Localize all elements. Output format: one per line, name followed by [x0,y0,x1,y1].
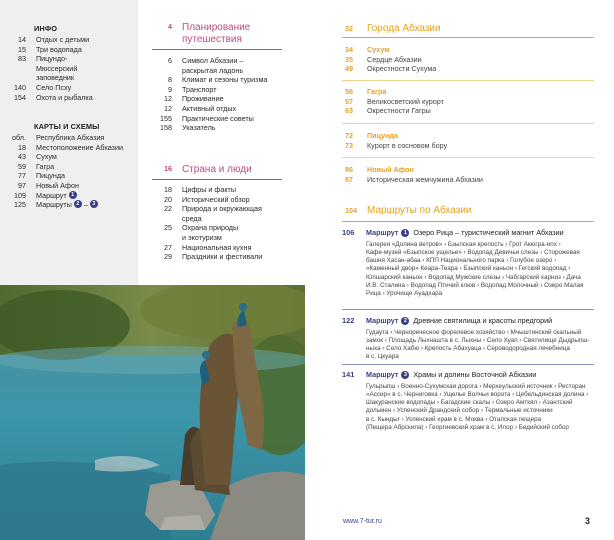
item-text: Село Псху [36,82,72,92]
divider [342,309,594,310]
section-title: Маршруты по Абхазии [367,205,472,216]
page-number: 57 [345,96,353,106]
item-text: Охрана природы [182,223,239,233]
list-item[interactable] [152,94,282,104]
route-description [366,383,594,433]
route-entry [342,370,594,432]
route-entry [342,228,594,299]
section-page: 4 [168,22,172,31]
page-number: 77 [18,171,26,181]
item-text: Транспорт [182,84,217,94]
item-text: Историческая жемчужина Абхазии [367,174,483,184]
item-text: Маршруты [36,200,72,210]
divider [342,123,594,124]
item-text: Цифры и факты [182,185,237,194]
section-header[interactable] [342,24,594,34]
route-badge: 1 [69,191,77,199]
page-number: 140 [14,82,26,92]
desc-line: Гудаута › Черноречесное форелевое хозяйство › Мчыштинский скальный [366,328,582,336]
item-text: Пицунда [36,171,66,181]
page-number: 109 [14,190,26,200]
page-number: 29 [164,252,172,262]
page-number: 18 [18,142,26,152]
list-item[interactable] [4,200,138,210]
page-number: 122 [342,316,355,325]
item-text: Символ Абхазии – [182,56,244,65]
list-item[interactable] [152,85,282,95]
route-label: Маршрут [366,316,399,325]
section-page: 32 [345,24,353,33]
page-number: 25 [164,223,172,233]
list-item[interactable] [342,97,594,107]
item-text: и экотуризм [182,232,222,242]
list-item[interactable] [342,64,594,74]
item-text: Окрестности Гагры [367,106,431,116]
list-item[interactable] [152,195,282,205]
route-title: Древние святилища и красоты предгорий [413,316,553,325]
divider [342,221,594,222]
section-title: Страна и люди [182,164,252,175]
city-header[interactable] [342,45,594,55]
cities-list [342,87,594,116]
cities-list [342,131,594,150]
info-heading: ИНФО [34,24,58,33]
list-item[interactable] [4,191,138,201]
page-number: 56 [345,87,353,96]
item-text: Охота и рыбалка [36,92,93,102]
divider [342,157,594,158]
page-number: 18 [164,185,172,194]
desc-line: ныха › Село Хабю › Крепость Абахуаца › Сероводородная лечебница [366,345,570,353]
route-header[interactable] [342,316,594,326]
city-name: Гагра [367,87,387,96]
page-number: 97 [18,180,26,190]
route-badge: 2 [401,317,409,325]
page-number: обл. [12,133,26,142]
divider [342,364,594,365]
route-title: Храмы и долины Восточной Абхазии [413,370,537,379]
divider [342,37,594,38]
list-item[interactable] [152,123,282,133]
item-text: Национальная кухня [182,242,252,252]
page-number: 83 [18,54,26,64]
item-text: Маршрут [36,190,67,200]
desc-line: в с. Цкуара [366,353,399,361]
item-text: Активный отдых [182,103,237,113]
city-name: Сухум [367,45,390,54]
desc-line: Гульрыпш › Военно-Сухумская дорога › Мерхеульский источник › Ресторан [366,382,586,390]
page-number: 8 [168,75,172,85]
list-item[interactable] [4,83,138,93]
page-number: 22 [164,204,172,214]
desc-line: И.В. Сталина › Водопад Птичий клюв › Водопад Молочный › Озеро Малая [366,282,584,290]
footer-url[interactable]: www.7-tur.ru [343,518,382,525]
list-item[interactable] [4,54,138,83]
route-label: Маршрут [366,370,399,379]
range-dash: – [83,200,88,210]
page-number [152,233,172,243]
page-number: 141 [342,370,355,379]
desc-line: башня Хасан-абаа › КПП Национального парка › Голубое озеро › [366,257,557,265]
desc-line: Юпшарский каньон › Водопад Мужские слезы › Чабгарский карниз › Дача [366,273,581,281]
desc-line: Галерея «Долина ветров» › Бзыпская крепость › Грот Акюгра-ипх › [366,240,561,248]
page-number: 59 [18,161,26,171]
cities-list [342,165,594,184]
list-item[interactable] [152,66,282,76]
section-title: Города Абхазии [367,23,441,34]
page-number: 154 [14,92,26,102]
item-text: Курорт в сосновом бору [367,140,448,150]
route-header[interactable] [342,228,594,238]
maps-list [4,133,138,210]
item-text: Новый Афон [36,180,79,190]
item-text: раскрытая ладонь [182,65,244,75]
list-item[interactable] [152,233,282,243]
item-text: Три водопада [36,44,82,54]
list-item[interactable] [152,104,282,114]
page-number: 155 [160,113,172,123]
item-text: Великосветский курорт [367,96,444,106]
desc-line: Шакуранские водопады › Багадские скалы › Озеро Амткял › Азантский [366,399,573,407]
desc-line: дольмен › Успенский Драндский собор › Термальные источники [366,407,553,415]
page-number: 34 [345,45,353,54]
city-name: Новый Афон [367,165,414,174]
info-list [4,35,138,102]
list-item[interactable] [342,175,594,185]
route-label: Маршрут [366,228,399,237]
page-number [152,214,172,224]
country-list [152,185,282,262]
page-number: 106 [342,228,355,237]
desc-line: Рица › Урочище Ауадхара [366,290,443,298]
list-item[interactable] [152,214,282,224]
list-item[interactable] [4,152,138,162]
section-header[interactable] [342,206,594,216]
item-text: Природа и окружающая [182,204,262,214]
item-text: Сердце Абхазии [367,54,422,64]
route-description [366,329,594,362]
planning-section [152,22,282,45]
item-text: среда [182,213,202,223]
list-item[interactable] [152,243,282,253]
route-entry [342,316,594,362]
cities-section [342,24,594,34]
desc-line: «Каменный двор» Кеара-Теара › Бзыпский каньон › Гегский водопад › [366,265,571,273]
section-title [182,22,250,45]
page-number: 15 [18,44,26,54]
list-item[interactable] [4,45,138,55]
section-page: 104 [345,206,357,215]
country-section [152,164,282,176]
list-item[interactable] [4,181,138,191]
section-page: 16 [164,164,172,173]
page-number: 35 [345,54,353,64]
section-header[interactable] [152,164,282,176]
title-line-2: путешествия [182,33,242,45]
list-item[interactable] [4,133,138,143]
item-text: Пицундо-Мюссерский заповедник [36,54,78,83]
peacock-fountain-photo [0,285,305,540]
route-badge: 1 [401,229,409,237]
route-badge: 3 [90,200,98,208]
route-badge: 2 [74,200,82,208]
list-item[interactable] [4,35,138,45]
page-number: 73 [345,140,353,150]
page-number-footer: 3 [585,516,591,526]
item-text: Праздники и фестивали [182,252,263,262]
sidebar [0,0,138,285]
page-number: 125 [14,200,26,210]
divider [152,179,282,180]
list-item[interactable] [152,75,282,85]
city-name: Пицунда [367,131,398,140]
route-title: Озеро Рица – туристический магнит Абхазии [413,228,564,237]
item-text: Сухум [36,152,57,162]
page-number: 49 [345,64,353,74]
list-item[interactable] [4,143,138,153]
desc-line: Кафе-музей «Бзыпское ущелье» › Водопад Девичьи слезы › Сторожевая [366,248,580,256]
page-number: 27 [164,242,172,252]
list-item[interactable] [342,55,594,65]
item-text: Исторический обзор [182,194,250,204]
maps-heading: КАРТЫ И СХЕМЫ [34,122,100,131]
list-item[interactable] [342,141,594,151]
section-header[interactable] [152,22,282,45]
list-item[interactable] [152,252,282,262]
list-item[interactable] [152,56,282,66]
page-number: 9 [168,84,172,94]
route-header[interactable] [342,370,594,380]
item-text: Отдых с детьми [36,35,90,44]
item-text: Указатель [182,123,216,133]
divider [152,49,282,50]
divider [342,80,594,81]
page-number: 87 [345,174,353,184]
item-text: Климат и сезоны туризма [182,75,268,85]
desc-line: «Ассир» в с. Черниговка › Ущелье Волчьи ворота › Цебельдинская долина › [366,390,589,398]
item-text: Местоположение Абхазии [36,142,124,152]
list-item[interactable] [152,114,282,124]
list-item[interactable] [4,93,138,103]
route-description [366,241,594,299]
desc-line: (Пещера Абрскила) › Георгиевский храм в с. Илор › Бедийский собор [366,424,569,432]
title-line-1: Планирование [182,22,251,33]
list-item[interactable] [152,185,282,195]
page-number: 43 [18,152,26,162]
page-number: 158 [160,123,172,133]
page-number: 63 [345,106,353,116]
page-number: 12 [164,103,172,113]
list-item[interactable] [152,204,282,214]
page-number: 20 [164,194,172,204]
routes-section [342,206,594,216]
city-header[interactable] [342,165,594,175]
route-badge: 3 [401,371,409,379]
page-number: 72 [345,131,353,140]
list-item[interactable] [4,162,138,172]
page-number: 12 [164,94,172,104]
list-item[interactable] [342,106,594,116]
planning-list [152,56,282,133]
page-number: 86 [345,165,353,174]
item-text: Окрестности Сухума [367,64,437,74]
cities-list [342,45,594,74]
city-header[interactable] [342,87,594,97]
item-text: Республика Абхазия [36,133,105,142]
city-header[interactable] [342,131,594,141]
item-text: Гагра [36,161,55,171]
desc-line: в с. Кындыг › Успенский храм в с. Моква › Отапская пещера [366,415,542,423]
list-item[interactable] [152,223,282,233]
item-text: Практические советы [182,113,254,123]
item-text: Проживание [182,94,224,104]
page-number: 14 [18,35,26,44]
desc-line: замок › Площадь Лыхнашта в с. Лыхны › Село Хуап › Святилище Дыдрыпш- [366,336,590,344]
page-number [152,66,172,76]
list-item[interactable] [4,171,138,181]
page-number: 6 [168,56,172,65]
